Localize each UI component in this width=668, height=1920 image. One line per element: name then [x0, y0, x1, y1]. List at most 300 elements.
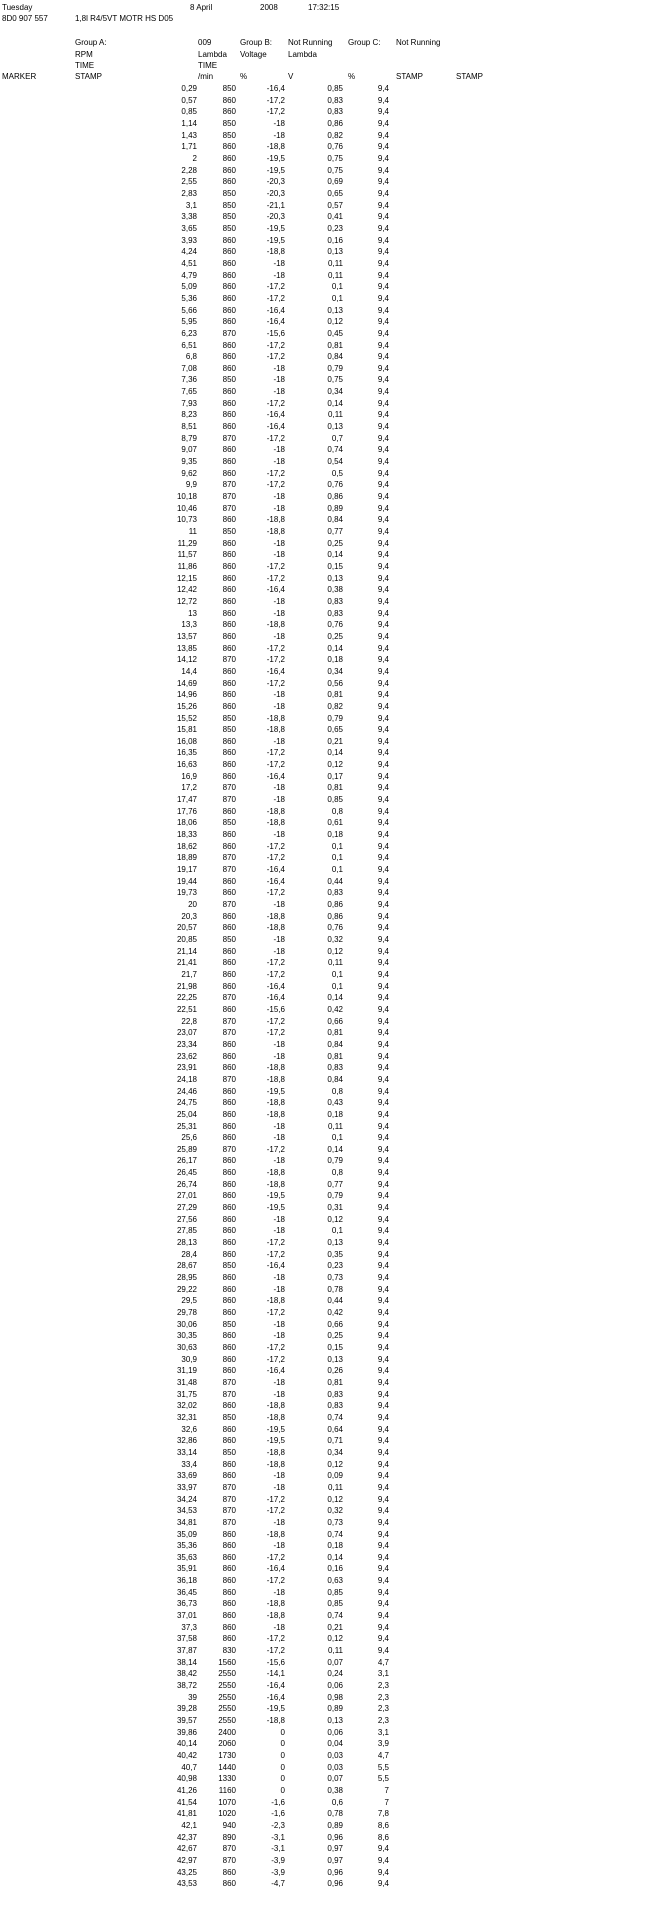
cell-lambda2: 9,4 — [377, 1611, 389, 1621]
cell-lambda2: 9,4 — [377, 1494, 389, 1504]
cell-lambda: -16,4 — [266, 993, 285, 1003]
cell-rpm: 860 — [222, 1366, 236, 1376]
cell-time: 30,35 — [176, 1331, 197, 1341]
cell-voltage: 0,14 — [327, 748, 343, 758]
cell-lambda2: 9,4 — [377, 492, 389, 501]
cell-rpm: 860 — [222, 340, 236, 350]
cell-lambda: -17,2 — [266, 95, 285, 105]
cell-time: 27,85 — [176, 1226, 197, 1236]
cell-voltage: 0,14 — [327, 398, 343, 408]
cell-lambda2: 9,4 — [377, 550, 389, 560]
cell-lambda: -16,4 — [266, 1681, 285, 1690]
cell-lambda2: 9,4 — [377, 900, 389, 909]
cell-time: 5,66 — [181, 305, 197, 315]
cell-rpm: 860 — [222, 1296, 236, 1306]
cell-voltage: 0,84 — [327, 352, 343, 362]
stamp-header: STAMP — [75, 72, 102, 81]
cell-time: 4,79 — [181, 270, 197, 280]
cell-voltage: 0,11 — [328, 410, 343, 420]
cell-time: 35,36 — [176, 1541, 197, 1551]
cell-rpm: 1560 — [218, 1657, 236, 1667]
cell-lambda: -15,6 — [266, 328, 285, 338]
cell-voltage: 0,81 — [327, 690, 343, 700]
cell-time: 16,35 — [176, 748, 197, 758]
cell-rpm: 860 — [222, 1051, 236, 1061]
cell-voltage: 0,13 — [327, 305, 343, 315]
cell-time: 37,87 — [176, 1646, 197, 1655]
cell-lambda: -18 — [273, 503, 285, 513]
cell-voltage: 0,78 — [327, 1284, 343, 1294]
cell-lambda2: 4,7 — [377, 1751, 389, 1760]
cell-voltage: 0,44 — [327, 1296, 343, 1306]
cell-voltage: 0,12 — [327, 1459, 343, 1469]
cell-lambda2: 9,4 — [377, 1226, 389, 1236]
cell-lambda2: 9,4 — [377, 1564, 389, 1574]
cell-lambda2: 9,4 — [377, 247, 389, 257]
cell-rpm: 2400 — [218, 1727, 236, 1737]
cell-time: 34,24 — [176, 1494, 197, 1504]
cell-time: 24,18 — [176, 1074, 197, 1084]
cell-rpm: 860 — [222, 107, 236, 117]
cell-lambda2: 9,4 — [377, 1296, 389, 1306]
cell-rpm: 850 — [222, 200, 236, 210]
cell-voltage: 0,13 — [327, 422, 343, 432]
cell-time: 33,97 — [176, 1482, 197, 1492]
cell-lambda: -18 — [273, 1121, 285, 1131]
cell-rpm: 860 — [222, 1599, 236, 1609]
cell-rpm: 830 — [222, 1646, 236, 1655]
cell-lambda: -18 — [273, 1051, 285, 1061]
cell-rpm: 2550 — [218, 1716, 236, 1725]
cell-rpm: 850 — [222, 725, 236, 735]
cell-rpm: 870 — [222, 480, 236, 490]
cell-time: 0,29 — [181, 84, 197, 93]
cell-lambda2: 9,4 — [377, 282, 389, 292]
cell-time: 3,1 — [185, 200, 197, 210]
cell-time: 29,22 — [176, 1284, 197, 1294]
cell-lambda: -18 — [273, 830, 285, 839]
cell-lambda: -18 — [273, 363, 285, 373]
cell-lambda: -18 — [273, 900, 285, 909]
cell-rpm: 860 — [222, 363, 236, 373]
col-time2-header: TIME — [198, 61, 218, 70]
cell-time: 4,51 — [181, 258, 197, 268]
cell-lambda: -18 — [273, 1331, 285, 1341]
cell-voltage: 0,23 — [327, 1261, 343, 1271]
cell-time: 39,28 — [176, 1704, 197, 1714]
cell-lambda2: 9,4 — [377, 433, 389, 443]
cell-time: 24,46 — [176, 1086, 197, 1096]
cell-lambda2: 9,4 — [377, 107, 389, 117]
cell-time: 19,73 — [176, 888, 197, 898]
cell-voltage: 0,7 — [331, 433, 343, 443]
cell-rpm: 860 — [222, 352, 236, 362]
cell-rpm: 870 — [222, 433, 236, 443]
cell-time: 36,45 — [176, 1587, 197, 1597]
cell-rpm: 870 — [222, 1074, 236, 1084]
cell-voltage: 0,32 — [327, 1506, 343, 1516]
cell-time: 32,31 — [176, 1412, 197, 1422]
cell-time: 21,98 — [176, 981, 197, 991]
cell-voltage: 0,65 — [327, 725, 343, 735]
cell-lambda: 0 — [280, 1727, 285, 1737]
cell-lambda2: 9,4 — [377, 923, 389, 933]
cell-time: 35,91 — [176, 1564, 197, 1574]
cell-rpm: 870 — [222, 1517, 236, 1527]
cell-voltage: 0,41 — [327, 212, 343, 222]
cell-lambda: -18 — [273, 1133, 285, 1143]
cell-rpm: 860 — [222, 550, 236, 560]
cell-voltage: 0,09 — [327, 1471, 343, 1481]
cell-time: 15,52 — [176, 713, 197, 723]
cell-voltage: 0,13 — [327, 1716, 343, 1725]
cell-lambda: -18 — [273, 130, 285, 140]
cell-lambda: -17,2 — [266, 1354, 285, 1364]
cell-time: 29,78 — [176, 1308, 197, 1317]
cell-voltage: 0,16 — [327, 235, 343, 245]
cell-time: 1,43 — [181, 130, 197, 140]
cell-lambda2: 9,4 — [377, 596, 389, 606]
cell-time: 1,14 — [181, 119, 197, 128]
cell-lambda2: 9,4 — [377, 410, 389, 420]
cell-lambda2: 9,4 — [377, 1552, 389, 1562]
cell-voltage: 0,57 — [327, 200, 343, 210]
cell-rpm: 860 — [222, 515, 236, 525]
cell-lambda: -18 — [273, 538, 285, 548]
cell-voltage: 0,45 — [327, 328, 343, 338]
cell-lambda: -18 — [273, 1389, 285, 1399]
cell-rpm: 850 — [222, 212, 236, 222]
cell-rpm: 870 — [222, 1377, 236, 1387]
cell-rpm: 870 — [222, 865, 236, 874]
cell-lambda: 0 — [280, 1785, 285, 1795]
cell-lambda: -18,8 — [266, 1074, 285, 1084]
cell-lambda: -18,8 — [266, 142, 285, 152]
cell-voltage: 0,79 — [327, 1191, 343, 1201]
cell-rpm: 860 — [222, 806, 236, 816]
cell-lambda: -19,5 — [266, 1086, 285, 1096]
cell-lambda: -18 — [273, 457, 285, 466]
cell-voltage: 0,66 — [327, 1016, 343, 1026]
cell-voltage: 0,13 — [327, 573, 343, 583]
cell-rpm: 850 — [222, 1319, 236, 1329]
cell-lambda2: 9,4 — [377, 666, 389, 676]
cell-rpm: 860 — [222, 1401, 236, 1411]
cell-time: 20,57 — [176, 923, 197, 933]
cell-lambda2: 9,4 — [377, 725, 389, 735]
cell-lambda2: 9,4 — [377, 1855, 389, 1865]
cell-voltage: 0,83 — [327, 95, 343, 105]
cell-voltage: 0,14 — [327, 993, 343, 1003]
cell-time: 21,41 — [176, 958, 197, 968]
cell-lambda: -17,2 — [266, 1646, 285, 1655]
cell-time: 10,46 — [176, 503, 197, 513]
cell-voltage: 0,8 — [331, 806, 343, 816]
cell-rpm: 860 — [222, 748, 236, 758]
cell-rpm: 1160 — [218, 1785, 236, 1795]
cell-time: 21,14 — [176, 946, 197, 956]
cell-lambda: -18,8 — [266, 1063, 285, 1073]
cell-lambda2: 8,6 — [377, 1820, 389, 1830]
cell-lambda: -18 — [273, 935, 285, 944]
cell-time: 25,31 — [176, 1121, 197, 1131]
cell-rpm: 870 — [222, 795, 236, 805]
year-label: 2008 — [260, 3, 278, 12]
cell-lambda: -18 — [273, 375, 285, 385]
cell-time: 11,57 — [177, 550, 197, 560]
cell-time: 12,15 — [176, 573, 197, 583]
cell-voltage: 0,12 — [327, 760, 343, 770]
cell-rpm: 850 — [222, 223, 236, 233]
cell-lambda: -17,2 — [266, 1634, 285, 1644]
cell-time: 7,08 — [181, 363, 197, 373]
cell-lambda: -18 — [273, 1622, 285, 1632]
cell-voltage: 0,12 — [327, 946, 343, 956]
cell-time: 16,08 — [176, 736, 197, 746]
cell-lambda: -18,8 — [266, 911, 285, 921]
cell-time: 16,9 — [181, 771, 197, 781]
cell-rpm: 860 — [222, 643, 236, 653]
cell-voltage: 0,75 — [327, 165, 343, 175]
cell-rpm: 860 — [222, 1436, 236, 1446]
cell-lambda: -17,2 — [266, 293, 285, 303]
cell-lambda: -18,8 — [266, 620, 285, 630]
cell-lambda: -17,2 — [266, 1249, 285, 1259]
cell-rpm: 860 — [222, 398, 236, 408]
cell-lambda2: 3,1 — [377, 1727, 389, 1737]
cell-voltage: 0,76 — [327, 480, 343, 490]
cell-rpm: 860 — [222, 876, 236, 886]
cell-lambda2: 9,4 — [377, 363, 389, 373]
cell-voltage: 0,86 — [327, 492, 343, 501]
unit-percent-2: % — [348, 72, 356, 81]
cell-lambda2: 5,5 — [377, 1774, 389, 1784]
cell-rpm: 870 — [222, 1855, 236, 1865]
cell-lambda2: 9,4 — [377, 573, 389, 583]
cell-lambda: -17,2 — [266, 1494, 285, 1504]
cell-lambda2: 9,4 — [377, 1354, 389, 1364]
cell-lambda2: 9,4 — [377, 1261, 389, 1271]
cell-lambda2: 9,4 — [377, 841, 389, 851]
cell-lambda: -18,8 — [266, 1109, 285, 1119]
cell-lambda: -19,5 — [266, 1191, 285, 1201]
cell-rpm: 860 — [222, 690, 236, 700]
cell-voltage: 0,85 — [327, 1587, 343, 1597]
cell-time: 27,56 — [176, 1214, 197, 1224]
cell-lambda: -18,8 — [266, 1401, 285, 1411]
cell-time: 26,17 — [176, 1156, 197, 1166]
cell-lambda2: 9,4 — [377, 457, 389, 466]
cell-rpm: 860 — [222, 165, 236, 175]
cell-time: 18,33 — [176, 830, 197, 839]
cell-voltage: 0,12 — [327, 1214, 343, 1224]
col-rpm-header: RPM — [75, 50, 93, 59]
cell-voltage: 0,04 — [327, 1739, 343, 1749]
cell-lambda2: 9,4 — [377, 1086, 389, 1096]
cell-voltage: 0,6 — [331, 1797, 343, 1807]
cell-lambda2: 9,4 — [377, 1482, 389, 1492]
cell-rpm: 860 — [222, 830, 236, 839]
col-lambda-header: Lambda — [198, 50, 227, 59]
cell-lambda: -17,2 — [266, 748, 285, 758]
cell-lambda2: 9,4 — [377, 1412, 389, 1422]
cell-voltage: 0,65 — [327, 188, 343, 198]
cell-lambda: -18,8 — [266, 1179, 285, 1189]
cell-time: 2,55 — [181, 177, 197, 187]
cell-lambda2: 9,4 — [377, 1168, 389, 1178]
cell-lambda2: 9,4 — [377, 1844, 389, 1854]
cell-rpm: 860 — [222, 620, 236, 630]
cell-time: 13,85 — [176, 643, 197, 653]
cell-lambda: -17,2 — [266, 969, 285, 979]
cell-time: 33,14 — [176, 1447, 197, 1457]
cell-voltage: 0,1 — [331, 282, 343, 292]
cell-lambda2: 9,4 — [377, 468, 389, 478]
cell-rpm: 860 — [222, 888, 236, 898]
cell-lambda: 0 — [280, 1739, 285, 1749]
cell-lambda2: 9,4 — [377, 783, 389, 793]
cell-lambda2: 9,4 — [377, 1343, 389, 1352]
cell-rpm: 860 — [222, 270, 236, 280]
cell-rpm: 860 — [222, 771, 236, 781]
cell-rpm: 850 — [222, 119, 236, 128]
cell-time: 0,57 — [181, 95, 197, 105]
cell-voltage: 0,81 — [327, 1377, 343, 1387]
cell-lambda2: 9,4 — [377, 748, 389, 758]
cell-lambda2: 9,4 — [377, 1144, 389, 1154]
cell-lambda2: 9,4 — [377, 888, 389, 898]
cell-voltage: 0,77 — [327, 527, 343, 536]
cell-lambda2: 9,4 — [377, 1471, 389, 1481]
cell-lambda: -16,4 — [266, 981, 285, 991]
cell-lambda2: 9,4 — [377, 305, 389, 315]
cell-voltage: 0,79 — [327, 363, 343, 373]
cell-lambda: -3,9 — [271, 1855, 285, 1865]
cell-lambda2: 9,4 — [377, 1622, 389, 1632]
cell-lambda2: 9,4 — [377, 678, 389, 688]
cell-voltage: 0,83 — [327, 107, 343, 117]
cell-lambda2: 9,4 — [377, 352, 389, 362]
cell-time: 17,47 — [176, 795, 197, 805]
cell-lambda: -17,2 — [266, 841, 285, 851]
part-number: 8D0 907 557 — [2, 14, 48, 23]
cell-lambda: -15,6 — [266, 1004, 285, 1014]
cell-rpm: 860 — [222, 457, 236, 466]
cell-rpm: 870 — [222, 1028, 236, 1038]
cell-lambda: -17,2 — [266, 888, 285, 898]
cell-lambda: -18 — [273, 1273, 285, 1282]
cell-lambda: -17,2 — [266, 1016, 285, 1026]
cell-time: 14,96 — [176, 690, 197, 700]
cell-time: 26,45 — [176, 1168, 197, 1178]
stamp-header-3: STAMP — [456, 72, 483, 81]
cell-voltage: 0,96 — [327, 1879, 343, 1889]
cell-time: 18,62 — [176, 841, 197, 851]
cell-rpm: 860 — [222, 1284, 236, 1294]
cell-rpm: 860 — [222, 1121, 236, 1131]
cell-rpm: 860 — [222, 1552, 236, 1562]
cell-voltage: 0,11 — [328, 958, 343, 968]
cell-lambda2: 9,4 — [377, 643, 389, 653]
cell-lambda2: 9,4 — [377, 701, 389, 711]
cell-rpm: 940 — [222, 1820, 236, 1830]
cell-rpm: 2060 — [218, 1739, 236, 1749]
cell-rpm: 860 — [222, 1039, 236, 1049]
cell-lambda2: 9,4 — [377, 515, 389, 525]
cell-lambda: -19,5 — [266, 165, 285, 175]
col-lambda2-header: Lambda — [288, 50, 317, 59]
cell-lambda: -17,2 — [266, 678, 285, 688]
cell-voltage: 0,12 — [327, 1634, 343, 1644]
cell-lambda2: 9,4 — [377, 1121, 389, 1131]
cell-voltage: 0,54 — [327, 457, 343, 466]
cell-voltage: 0,23 — [327, 223, 343, 233]
cell-time: 7,36 — [181, 375, 197, 385]
cell-lambda2: 3,1 — [377, 1669, 389, 1679]
cell-time: 19,44 — [176, 876, 197, 886]
cell-lambda: -1,6 — [271, 1809, 285, 1819]
cell-time: 3,65 — [181, 223, 197, 233]
cell-rpm: 870 — [222, 328, 236, 338]
cell-lambda: -18,8 — [266, 1168, 285, 1178]
cell-time: 25,89 — [176, 1144, 197, 1154]
cell-rpm: 860 — [222, 1004, 236, 1014]
cell-time: 43,53 — [176, 1879, 197, 1889]
cell-lambda: -19,5 — [266, 153, 285, 163]
cell-time: 40,42 — [176, 1751, 197, 1760]
cell-rpm: 850 — [222, 713, 236, 723]
cell-rpm: 860 — [222, 736, 236, 746]
cell-voltage: 0,21 — [327, 1622, 343, 1632]
cell-lambda: -18 — [273, 1517, 285, 1527]
cell-lambda2: 9,4 — [377, 1576, 389, 1586]
cell-lambda2: 9,4 — [377, 1308, 389, 1317]
cell-lambda2: 9,4 — [377, 293, 389, 303]
cell-voltage: 0,44 — [327, 876, 343, 886]
cell-lambda2: 9,4 — [377, 608, 389, 618]
cell-lambda: -18,8 — [266, 527, 285, 536]
cell-time: 33,4 — [181, 1459, 197, 1469]
cell-rpm: 860 — [222, 468, 236, 478]
cell-lambda: -16,4 — [266, 585, 285, 595]
cell-time: 9,35 — [181, 457, 197, 466]
cell-time: 42,37 — [176, 1832, 197, 1842]
cell-rpm: 860 — [222, 317, 236, 327]
cell-lambda2: 9,4 — [377, 212, 389, 222]
cell-lambda: -19,5 — [266, 1424, 285, 1434]
cell-lambda2: 9,4 — [377, 1634, 389, 1644]
cell-voltage: 0,1 — [331, 853, 343, 863]
cell-time: 22,25 — [176, 993, 197, 1003]
cell-lambda: -18 — [273, 1377, 285, 1387]
cell-voltage: 0,82 — [327, 130, 343, 140]
cell-rpm: 870 — [222, 1494, 236, 1504]
cell-lambda2: 7 — [384, 1785, 389, 1795]
cell-rpm: 860 — [222, 1576, 236, 1586]
cell-voltage: 0,74 — [327, 1412, 343, 1422]
cell-voltage: 0,12 — [327, 1494, 343, 1504]
cell-voltage: 0,38 — [327, 585, 343, 595]
cell-voltage: 0,11 — [328, 1121, 343, 1131]
cell-time: 4,24 — [181, 247, 197, 257]
cell-lambda: -18 — [273, 1214, 285, 1224]
cell-lambda2: 9,4 — [377, 130, 389, 140]
cell-rpm: 860 — [222, 1424, 236, 1434]
cell-lambda: -20,3 — [266, 177, 285, 187]
cell-rpm: 860 — [222, 1564, 236, 1574]
cell-lambda: -16,4 — [266, 1261, 285, 1271]
cell-voltage: 0,97 — [327, 1844, 343, 1854]
